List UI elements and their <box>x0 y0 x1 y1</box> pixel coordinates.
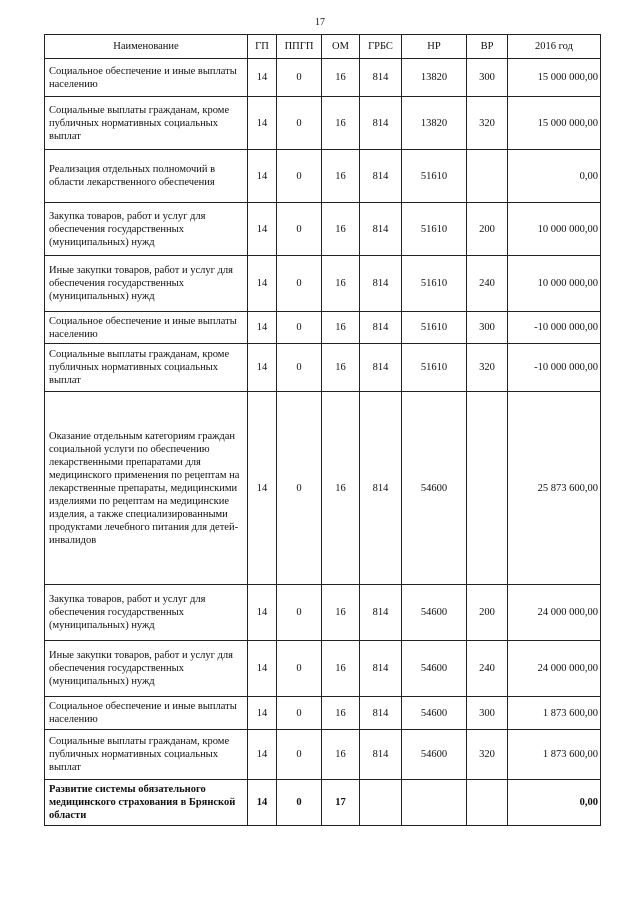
cell-gp: 14 <box>248 203 277 256</box>
cell-pgp: 0 <box>277 780 322 826</box>
cell-pgp: 0 <box>277 97 322 150</box>
cell-name: Социальное обеспечение и иные выплаты населению <box>45 59 248 97</box>
cell-gp: 14 <box>248 59 277 97</box>
cell-np: 51610 <box>402 312 467 344</box>
cell-name: Социальные выплаты гражданам, кроме публичных нормативных социальных выплат <box>45 730 248 780</box>
cell-name: Реализация отдельных полномочий в области лекарственного обеспечения <box>45 150 248 203</box>
cell-name: Развитие системы обязательного медицинского страхования в Брянской области <box>45 780 248 826</box>
cell-vr: 300 <box>467 312 508 344</box>
cell-name: Социальное обеспечение и иные выплаты населению <box>45 697 248 730</box>
cell-gp: 14 <box>248 150 277 203</box>
cell-grbs: 814 <box>360 344 402 392</box>
cell-name: Оказание отдельным категориям граждан социальной услуги по обеспечению лекарственными препаратами для медицинского применения по рецептам на лекарственные препараты, медицинскими изделиями по рецептам на медицинские изделия, а также специализированными продуктами лечебного питания для детей-инвалидов <box>45 392 248 585</box>
cell-om: 16 <box>322 312 360 344</box>
cell-om: 16 <box>322 203 360 256</box>
table-row <box>45 697 601 730</box>
cell-grbs: 814 <box>360 256 402 312</box>
cell-amount: 25 873 600,00 <box>508 392 601 585</box>
cell-name: Иные закупки товаров, работ и услуг для обеспечения государственных (муниципальных) нужд <box>45 641 248 697</box>
header-vr: ВР <box>467 35 508 59</box>
cell-vr: 240 <box>467 641 508 697</box>
cell-np: 13820 <box>402 59 467 97</box>
cell-np <box>402 780 467 826</box>
cell-amount: 15 000 000,00 <box>508 97 601 150</box>
cell-np: 54600 <box>402 730 467 780</box>
table-row <box>45 730 601 780</box>
cell-gp: 14 <box>248 585 277 641</box>
header-grbs: ГРБС <box>360 35 402 59</box>
cell-pgp: 0 <box>277 641 322 697</box>
cell-vr: 300 <box>467 59 508 97</box>
cell-amount: 1 873 600,00 <box>508 730 601 780</box>
cell-vr: 320 <box>467 97 508 150</box>
table-row <box>45 97 601 150</box>
cell-grbs: 814 <box>360 59 402 97</box>
cell-vr: 320 <box>467 730 508 780</box>
table-row <box>45 585 601 641</box>
cell-np: 51610 <box>402 150 467 203</box>
cell-vr: 300 <box>467 697 508 730</box>
cell-om: 16 <box>322 697 360 730</box>
cell-grbs: 814 <box>360 203 402 256</box>
cell-amount: 10 000 000,00 <box>508 203 601 256</box>
cell-vr: 200 <box>467 203 508 256</box>
header-name: Наименование <box>45 35 248 59</box>
cell-name: Социальные выплаты гражданам, кроме публичных нормативных социальных выплат <box>45 97 248 150</box>
cell-om: 16 <box>322 59 360 97</box>
cell-gp: 14 <box>248 312 277 344</box>
cell-gp: 14 <box>248 256 277 312</box>
table-row <box>45 256 601 312</box>
cell-om: 16 <box>322 256 360 312</box>
cell-grbs: 814 <box>360 585 402 641</box>
cell-pgp: 0 <box>277 312 322 344</box>
cell-amount: -10 000 000,00 <box>508 344 601 392</box>
cell-np: 51610 <box>402 256 467 312</box>
cell-np: 54600 <box>402 697 467 730</box>
table-row <box>45 344 601 392</box>
cell-pgp: 0 <box>277 585 322 641</box>
cell-np: 54600 <box>402 641 467 697</box>
budget-table <box>44 34 601 826</box>
cell-pgp: 0 <box>277 150 322 203</box>
cell-grbs: 814 <box>360 150 402 203</box>
cell-pgp: 0 <box>277 344 322 392</box>
cell-name: Закупка товаров, работ и услуг для обеспечения государственных (муниципальных) нужд <box>45 585 248 641</box>
cell-grbs: 814 <box>360 641 402 697</box>
header-gp: ГП <box>248 35 277 59</box>
cell-grbs: 814 <box>360 730 402 780</box>
table-row <box>45 392 601 585</box>
cell-gp: 14 <box>248 392 277 585</box>
cell-amount: 24 000 000,00 <box>508 641 601 697</box>
cell-name: Социальные выплаты гражданам, кроме публичных нормативных социальных выплат <box>45 344 248 392</box>
cell-pgp: 0 <box>277 256 322 312</box>
cell-amount: 0,00 <box>508 780 601 826</box>
cell-name: Социальное обеспечение и иные выплаты населению <box>45 312 248 344</box>
cell-amount: -10 000 000,00 <box>508 312 601 344</box>
cell-np: 51610 <box>402 203 467 256</box>
cell-gp: 14 <box>248 344 277 392</box>
cell-amount: 1 873 600,00 <box>508 697 601 730</box>
cell-om: 17 <box>322 780 360 826</box>
cell-vr <box>467 780 508 826</box>
cell-pgp: 0 <box>277 59 322 97</box>
table-row <box>45 780 601 826</box>
header-pgp: ППГП <box>277 35 322 59</box>
table-row <box>45 150 601 203</box>
table-row <box>45 641 601 697</box>
cell-amount: 15 000 000,00 <box>508 59 601 97</box>
cell-om: 16 <box>322 392 360 585</box>
cell-grbs: 814 <box>360 97 402 150</box>
cell-pgp: 0 <box>277 392 322 585</box>
header-amount: 2016 год <box>508 35 601 59</box>
header-np: НР <box>402 35 467 59</box>
cell-vr <box>467 150 508 203</box>
cell-om: 16 <box>322 150 360 203</box>
cell-om: 16 <box>322 344 360 392</box>
cell-om: 16 <box>322 585 360 641</box>
cell-om: 16 <box>322 97 360 150</box>
cell-np: 51610 <box>402 344 467 392</box>
cell-gp: 14 <box>248 97 277 150</box>
cell-vr: 200 <box>467 585 508 641</box>
cell-vr: 320 <box>467 344 508 392</box>
cell-np: 54600 <box>402 392 467 585</box>
cell-pgp: 0 <box>277 730 322 780</box>
cell-name: Закупка товаров, работ и услуг для обеспечения государственных (муниципальных) нужд <box>45 203 248 256</box>
cell-grbs: 814 <box>360 697 402 730</box>
cell-pgp: 0 <box>277 697 322 730</box>
cell-om: 16 <box>322 641 360 697</box>
cell-amount: 10 000 000,00 <box>508 256 601 312</box>
cell-np: 13820 <box>402 97 467 150</box>
cell-gp: 14 <box>248 641 277 697</box>
cell-om: 16 <box>322 730 360 780</box>
cell-vr: 240 <box>467 256 508 312</box>
cell-grbs: 814 <box>360 312 402 344</box>
cell-np: 54600 <box>402 585 467 641</box>
table-row <box>45 312 601 344</box>
cell-amount: 0,00 <box>508 150 601 203</box>
cell-gp: 14 <box>248 780 277 826</box>
cell-pgp: 0 <box>277 203 322 256</box>
page-number: 17 <box>315 17 325 28</box>
table-header-row <box>45 35 601 59</box>
cell-gp: 14 <box>248 697 277 730</box>
header-om: ОМ <box>322 35 360 59</box>
cell-name: Иные закупки товаров, работ и услуг для обеспечения государственных (муниципальных) нужд <box>45 256 248 312</box>
cell-amount: 24 000 000,00 <box>508 585 601 641</box>
cell-grbs <box>360 780 402 826</box>
cell-gp: 14 <box>248 730 277 780</box>
table-row <box>45 59 601 97</box>
cell-vr <box>467 392 508 585</box>
table-row <box>45 203 601 256</box>
cell-grbs: 814 <box>360 392 402 585</box>
